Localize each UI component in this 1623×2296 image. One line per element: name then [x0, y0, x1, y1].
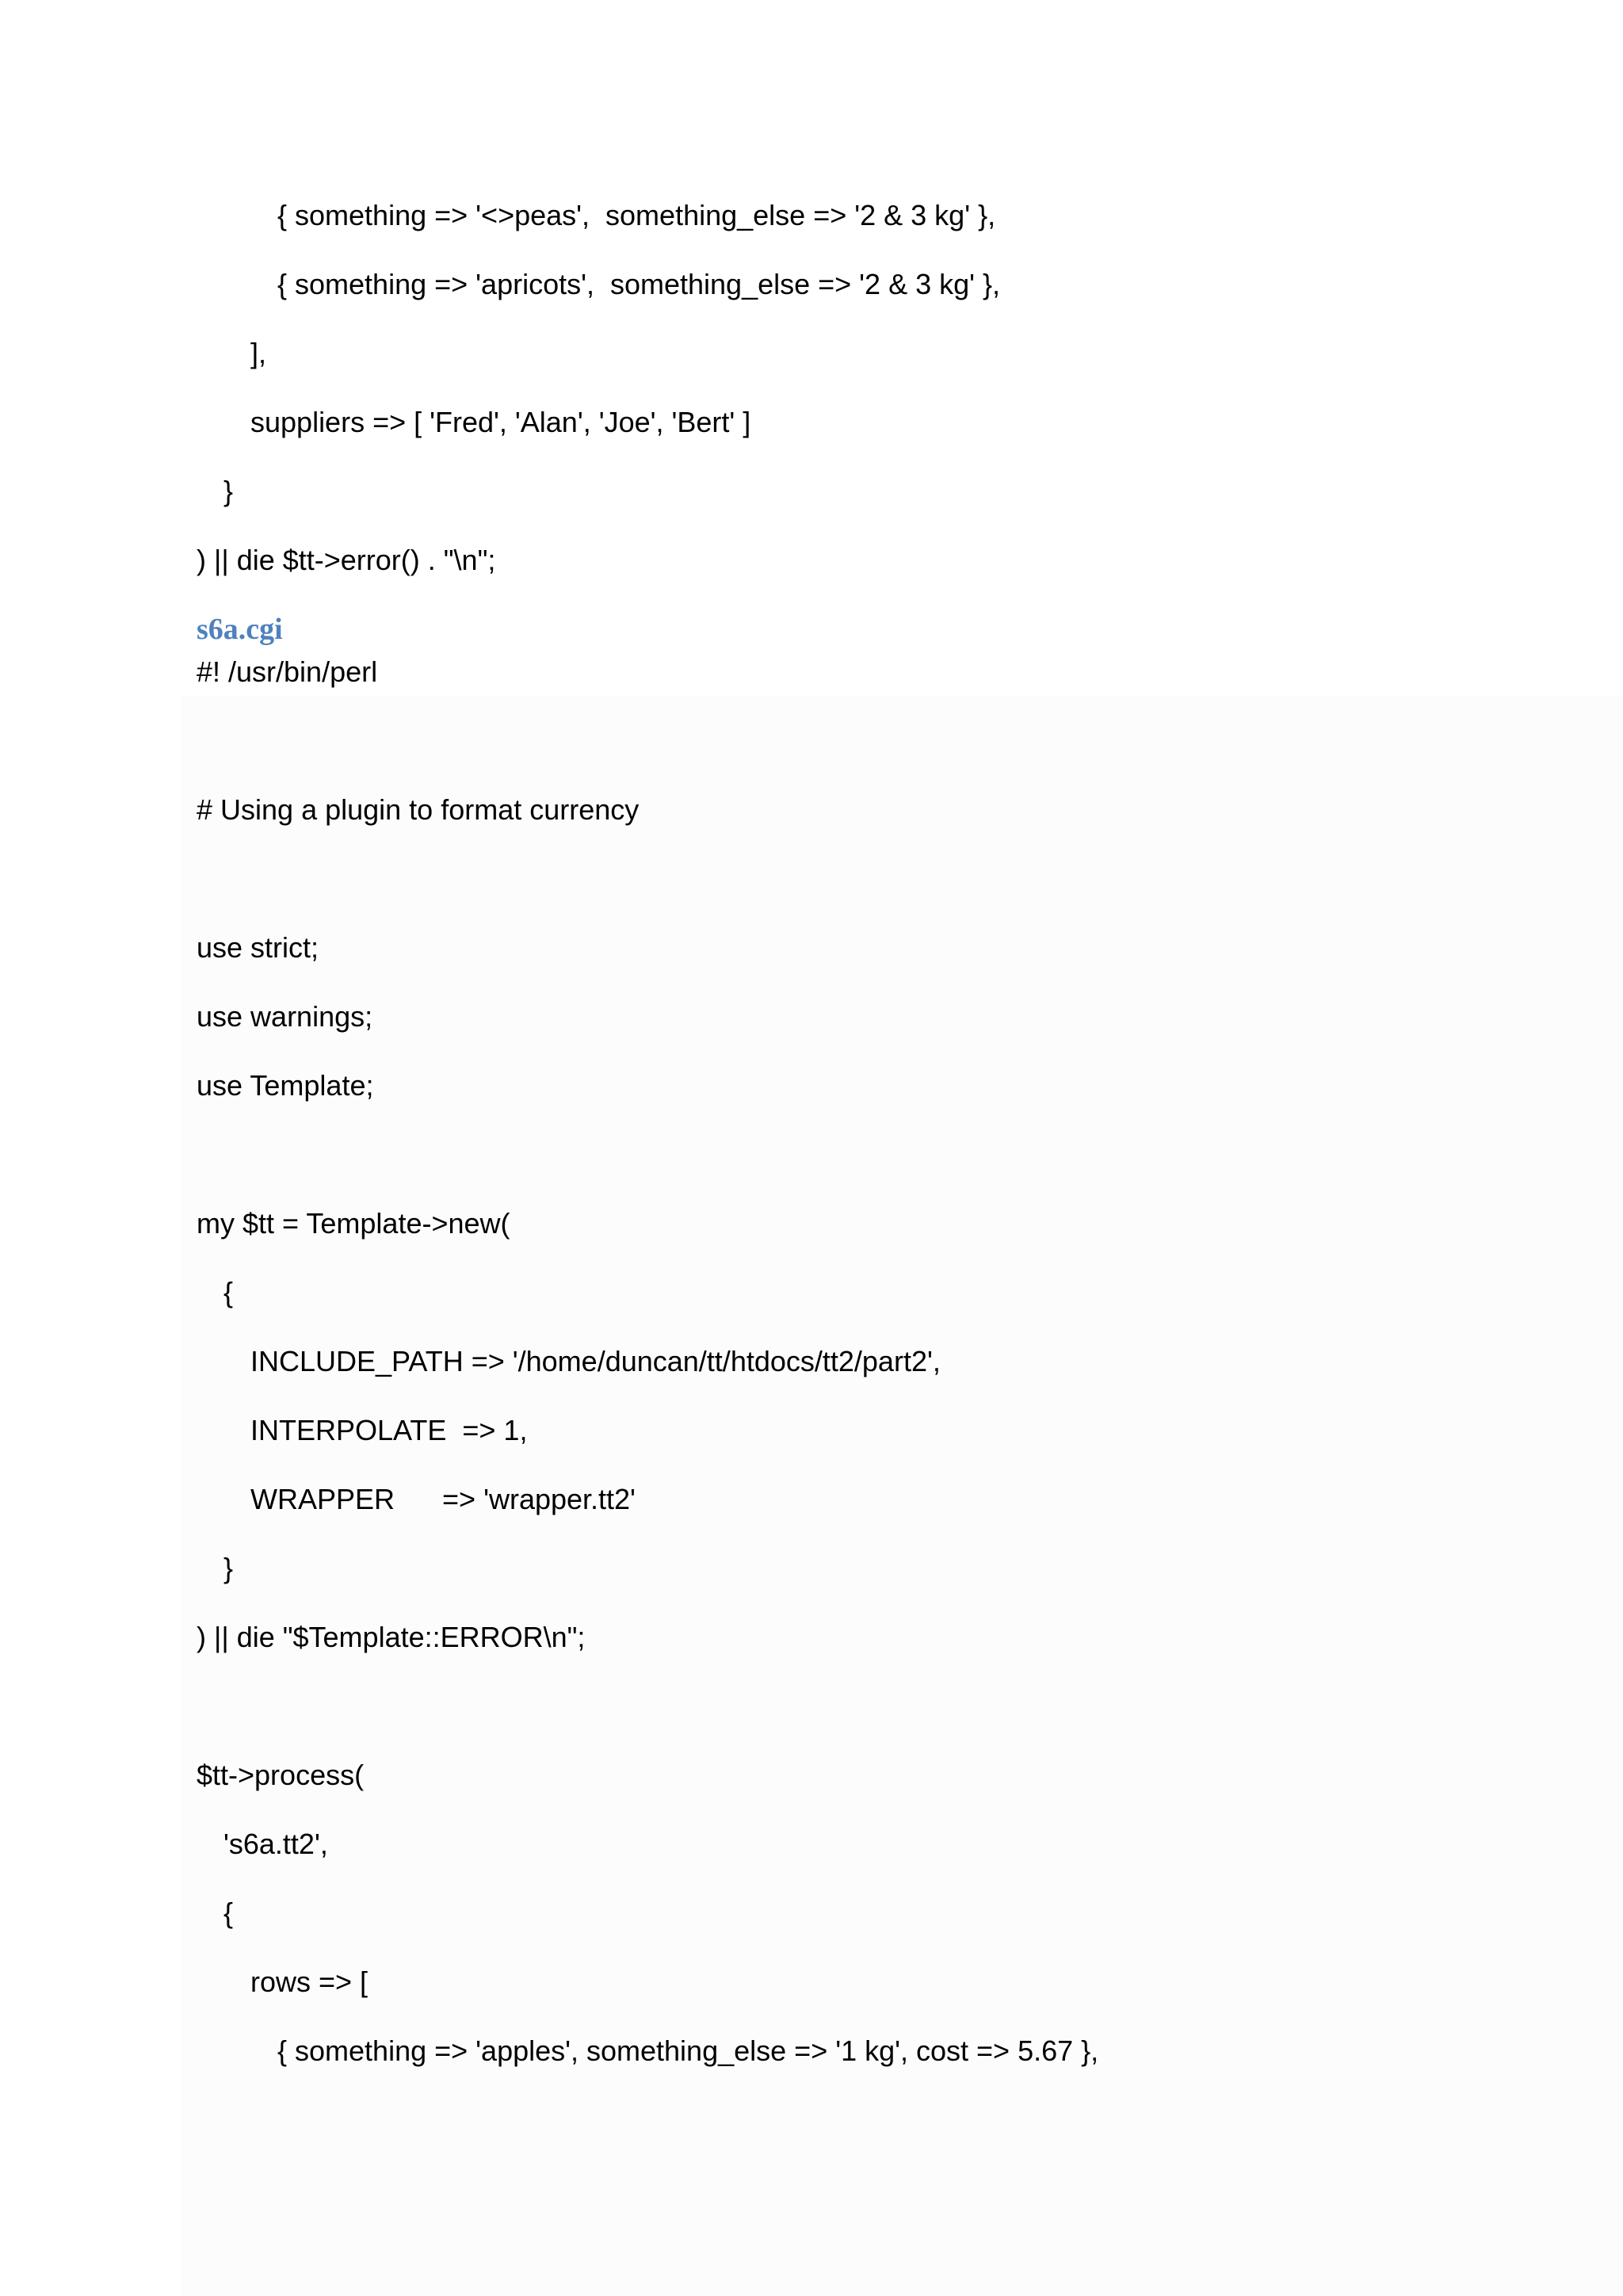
code-line: } — [223, 475, 234, 507]
code-line: use warnings; — [197, 1000, 373, 1033]
code-line: my $tt = Template->new( — [197, 1207, 510, 1240]
code-line: suppliers => [ 'Fred', 'Alan', 'Joe', 'Bert' ] — [250, 406, 751, 438]
code-line: } — [223, 1552, 234, 1584]
code-line: use Template; — [197, 1069, 374, 1102]
section-heading: s6a.cgi — [197, 613, 283, 646]
code-line: use strict; — [197, 931, 319, 964]
code-line: { something => 'apples', something_else => '1 kg', cost => 5.67 }, — [277, 2034, 1099, 2067]
code-line: { something => '<>peas', something_else => '2 & 3 kg' }, — [277, 199, 996, 231]
code-line: ) || die $tt->error() . "\n"; — [197, 544, 496, 576]
code-line: WRAPPER => 'wrapper.tt2' — [250, 1483, 636, 1515]
code-line: { something => 'apricots', something_else => '2 & 3 kg' }, — [277, 268, 1001, 300]
code-line: # Using a plugin to format currency — [197, 793, 640, 826]
code-line: INCLUDE_PATH => '/home/duncan/tt/htdocs/tt2/part2', — [250, 1345, 941, 1377]
code-line: INTERPOLATE => 1, — [250, 1414, 528, 1446]
code-line: $tt->process( — [197, 1759, 365, 1791]
code-line: #! /usr/bin/perl — [197, 655, 378, 688]
code-line: { — [223, 1276, 234, 1308]
code-line: ) || die "$Template::ERROR\n"; — [197, 1621, 586, 1653]
code-line: { — [223, 1897, 234, 1929]
code-line: 's6a.tt2', — [223, 1828, 328, 1860]
code-line: rows => [ — [250, 1966, 369, 1998]
code-line: ], — [250, 337, 267, 369]
